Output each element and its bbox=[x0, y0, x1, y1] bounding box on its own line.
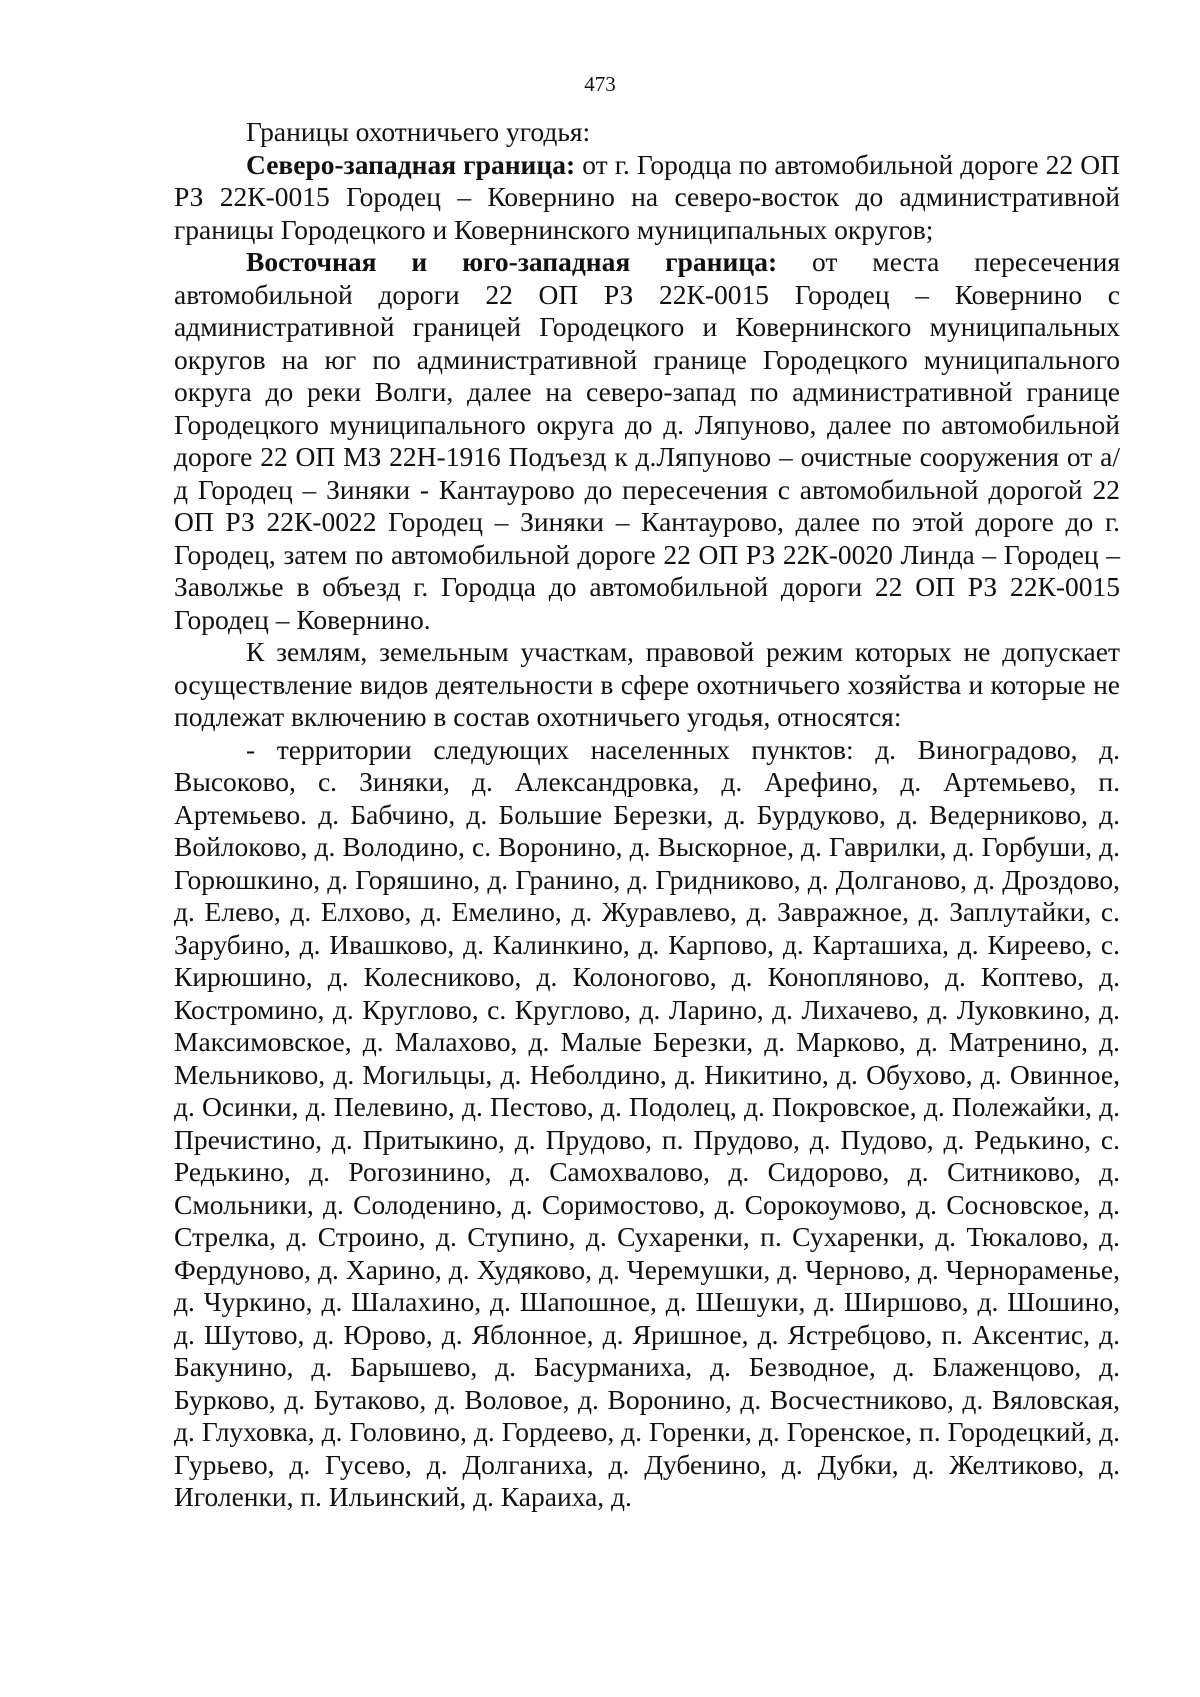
northwest-boundary-paragraph bbox=[174, 149, 1120, 247]
northwest-boundary-text: от г. Городца по автомобильной дороге 22 ОП РЗ 22К-0015 Городец – Ковернино на северо-восток до административной границы Городецкого и Ковернинского муниципальных округов; bbox=[174, 148, 1120, 245]
document-body bbox=[174, 116, 1120, 1514]
east-southwest-boundary-label: Восточная и юго-западная граница: bbox=[246, 246, 778, 277]
excluded-lands-intro-paragraph: К землям, земельным участкам, правовой режим которых не допускает осуществление видов деятельности в сфере охотничьего хозяйства и которые не подлежат включению в состав охотничьего угодья, относятся: bbox=[174, 636, 1120, 732]
northwest-boundary-label: Северо-западная граница: bbox=[246, 148, 576, 180]
east-southwest-boundary-text: от места пересечения автомобильной дороги 22 ОП РЗ 22К-0015 Городец – Ковернино с административной границей Городецкого и Ковернинского муниципальных округов на юг по административной границе Городецкого муниципального округа до реки Волги, далее на северо-запад по административной границе Городецкого муниципального округа до д. Ляпуново, далее по автомобильной дороге 22 ОП МЗ 22Н-1916 Подъезд к д.Ляпуново – очистные сооружения от а/д Городец – Зиняки - Кантаурово до пересечения с автомобильной дорогой 22 ОП РЗ 22К-0022 Городец – Зиняки – Кантаурово, далее по этой дороге до г. Городец, затем по автомобильной дороге 22 ОП РЗ 22К-0020 Линда – Городец – Заволжье в объезд г. Городца до автомобильной дороги 22 ОП РЗ 22К-0015 Городец – Ковернино. bbox=[174, 246, 1120, 635]
settlements-list-paragraph: - территории следующих населенных пунктов: д. Виноградово, д. Высоково, с. Зиняки, д. Александровка, д. Арефино, д. Артемьево, п. Артемьево. д. Бабчино, д. Большие Березки, д. Бурдуково, д. Ведерниково, д. Войлоково, д. Володино, с. Воронино, д. Выскорное, д. Гаврилки, д. Горбуши, д. Горюшкино, д. Горяшино, д. Гранино, д. Гридниково, д. Долганово, д. Дроздово, д. Елево, д. Елхово, д. Емелино, д. Журавлево, д. Завражное, д. Заплутайки, с. Зарубино, д. Ивашково, д. Калинкино, д. Карпово, д. Карташиха, д. Киреево, с. Кирюшино, д. Колесниково, д. Колоногово, д. Конопляново, д. Коптево, д. Костромино, д. Круглово, с. Круглово, д. Ларино, д. Лихачево, д. Луковкино, д. Максимовское, д. Малахово, д. Малые Березки, д. Марково, д. Матренино, д. Мельниково, д. Могильцы, д. Неболдино, д. Никитино, д. Обухово, д. Овинное, д. Осинки, д. Пелевино, д. Пестово, д. Подолец, д. Покровское, д. Полежайки, д. Пречистино, д. Притыкино, д. Прудово, п. Прудово, д. Пудово, д. Редькино, с. Редькино, д. Рогозинино, д. Самохвалово, д. Сидорово, д. Ситниково, д. Смольники, д. Солоденино, д. Соримостово, д. Сорокоумово, д. Сосновское, д. Стрелка, д. Строино, д. Ступино, д. Сухаренки, п. Сухаренки, д. Тюкалово, д. Фердуново, д. Харино, д. Худяково, д. Черемушки, д. Черново, д. Чернораменье, д. Чуркино, д. Шалахино, д. Шапошное, д. Шешуки, д. Ширшово, д. Шошино, д. Шутово, д. Юрово, д. Яблонное, д. Яришное, д. Ястребцово, п. Аксентис, д. Бакунино, д. Барышево, д. Басурманиха, д. Безводное, д. Блаженцово, д. Бурково, д. Бутаково, д. Воловое, д. Воронино, д. Восчестниково, д. Вяловская, д. Глуховка, д. Головино, д. Гордеево, д. Горенки, д. Горенское, п. Городецкий, д. Гурьево, д. Гусево, д. Долганиха, д. Дубенино, д. Дубки, д. Желтиково, д. Иголенки, п. Ильинский, д. Караиха, д. bbox=[174, 733, 1120, 1512]
boundaries-intro-paragraph: Границы охотничьего угодья: bbox=[246, 116, 591, 147]
east-southwest-boundary-paragraph bbox=[174, 246, 1120, 636]
page-number: 473 bbox=[584, 72, 616, 96]
